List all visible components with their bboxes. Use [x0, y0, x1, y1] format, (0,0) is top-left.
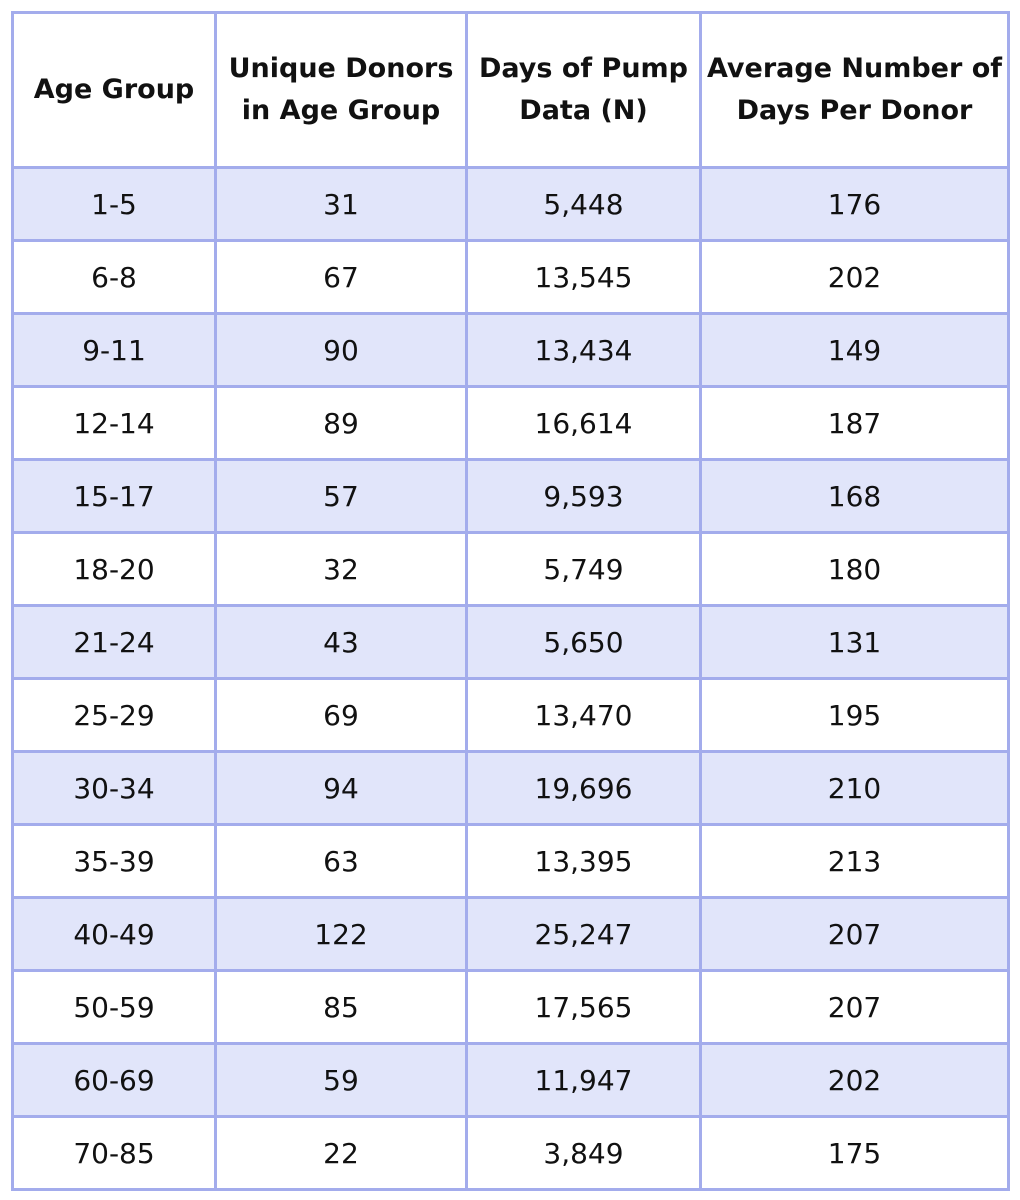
table-row [13, 971, 1009, 1044]
cell-unique-donors: 69 [216, 679, 467, 752]
cell-days-of-pump-data: 5,749 [467, 533, 701, 606]
cell-average-days: 149 [701, 314, 1009, 387]
cell-days-of-pump-data: 13,395 [467, 825, 701, 898]
cell-unique-donors: 89 [216, 387, 467, 460]
table-row [13, 898, 1009, 971]
cell-unique-donors: 31 [216, 168, 467, 241]
cell-age-group: 6-8 [13, 241, 216, 314]
cell-average-days: 210 [701, 752, 1009, 825]
header-age-group [13, 13, 216, 168]
cell-days-of-pump-data: 17,565 [467, 971, 701, 1044]
cell-age-group: 21-24 [13, 606, 216, 679]
cell-unique-donors: 59 [216, 1044, 467, 1117]
table-row [13, 314, 1009, 387]
donor-age-table [11, 11, 1010, 1191]
table-row [13, 387, 1009, 460]
donor-age-table-container [11, 11, 1010, 1191]
table-body [13, 168, 1009, 1190]
table-row [13, 606, 1009, 679]
cell-unique-donors: 85 [216, 971, 467, 1044]
cell-average-days: 176 [701, 168, 1009, 241]
cell-days-of-pump-data: 3,849 [467, 1117, 701, 1190]
header-row [13, 13, 1009, 168]
header-unique-donors [216, 13, 467, 168]
cell-average-days: 202 [701, 1044, 1009, 1117]
header-age-group-line-1: Age Group [33, 74, 195, 105]
cell-unique-donors: 122 [216, 898, 467, 971]
cell-average-days: 207 [701, 898, 1009, 971]
cell-average-days: 195 [701, 679, 1009, 752]
table-row [13, 1044, 1009, 1117]
cell-age-group: 12-14 [13, 387, 216, 460]
header-average-days-line-1: Average Number of [706, 53, 1003, 84]
cell-average-days: 207 [701, 971, 1009, 1044]
cell-unique-donors: 43 [216, 606, 467, 679]
header-days-of-pump-data-line-1: Days of Pump [478, 53, 689, 84]
cell-age-group: 70-85 [13, 1117, 216, 1190]
cell-average-days: 202 [701, 241, 1009, 314]
header-days-of-pump-data [467, 13, 701, 168]
cell-days-of-pump-data: 13,545 [467, 241, 701, 314]
cell-unique-donors: 57 [216, 460, 467, 533]
table-row [13, 533, 1009, 606]
cell-age-group: 18-20 [13, 533, 216, 606]
cell-average-days: 175 [701, 1117, 1009, 1190]
table-header [13, 13, 1009, 168]
cell-unique-donors: 22 [216, 1117, 467, 1190]
cell-age-group: 50-59 [13, 971, 216, 1044]
cell-average-days: 187 [701, 387, 1009, 460]
header-average-days-per-donor [701, 13, 1009, 168]
header-average-days-line-2: Days Per Donor [736, 95, 973, 126]
cell-average-days: 131 [701, 606, 1009, 679]
cell-days-of-pump-data: 11,947 [467, 1044, 701, 1117]
cell-age-group: 30-34 [13, 752, 216, 825]
table-row [13, 460, 1009, 533]
cell-age-group: 15-17 [13, 460, 216, 533]
cell-days-of-pump-data: 9,593 [467, 460, 701, 533]
cell-unique-donors: 94 [216, 752, 467, 825]
cell-days-of-pump-data: 19,696 [467, 752, 701, 825]
cell-age-group: 60-69 [13, 1044, 216, 1117]
header-unique-donors-line-1: Unique Donors [228, 53, 454, 84]
table-row [13, 241, 1009, 314]
cell-average-days: 213 [701, 825, 1009, 898]
cell-age-group: 9-11 [13, 314, 216, 387]
table-row [13, 1117, 1009, 1190]
table-row [13, 825, 1009, 898]
cell-days-of-pump-data: 5,448 [467, 168, 701, 241]
cell-days-of-pump-data: 16,614 [467, 387, 701, 460]
cell-unique-donors: 67 [216, 241, 467, 314]
cell-days-of-pump-data: 25,247 [467, 898, 701, 971]
header-days-of-pump-data-line-2: Data (N) [519, 95, 648, 126]
cell-unique-donors: 90 [216, 314, 467, 387]
table-row [13, 679, 1009, 752]
cell-unique-donors: 32 [216, 533, 467, 606]
table-row [13, 168, 1009, 241]
cell-days-of-pump-data: 13,470 [467, 679, 701, 752]
table-row [13, 752, 1009, 825]
cell-days-of-pump-data: 5,650 [467, 606, 701, 679]
cell-average-days: 168 [701, 460, 1009, 533]
cell-age-group: 25-29 [13, 679, 216, 752]
cell-average-days: 180 [701, 533, 1009, 606]
cell-age-group: 1-5 [13, 168, 216, 241]
cell-age-group: 35-39 [13, 825, 216, 898]
header-unique-donors-line-2: in Age Group [241, 95, 441, 126]
cell-days-of-pump-data: 13,434 [467, 314, 701, 387]
cell-age-group: 40-49 [13, 898, 216, 971]
cell-unique-donors: 63 [216, 825, 467, 898]
